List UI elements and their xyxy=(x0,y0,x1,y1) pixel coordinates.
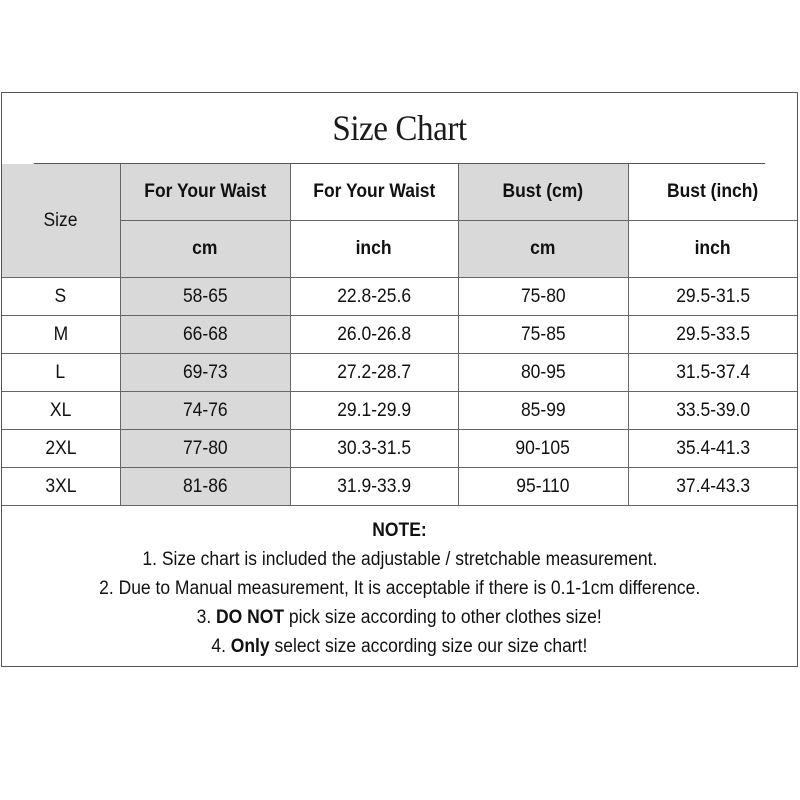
bust-inch-cell: 31.5-37.4 xyxy=(628,354,797,392)
size-cell: 3XL xyxy=(2,468,120,506)
waist-cm-cell: 66-68 xyxy=(120,316,290,354)
chart-title: Size Chart xyxy=(34,93,765,164)
size-cell: L xyxy=(2,354,120,392)
size-cell: XL xyxy=(2,392,120,430)
waist-inch-cell: 30.3-31.5 xyxy=(290,430,458,468)
note-line-4: 4. Only select size according size our size chart! xyxy=(211,636,588,657)
notes-title: NOTE: xyxy=(372,520,427,541)
unit-header-bust-inch: inch xyxy=(628,221,797,278)
unit-header-bust-cm: cm xyxy=(458,221,628,278)
bust-inch-cell: 29.5-31.5 xyxy=(628,278,797,316)
header-row-labels xyxy=(2,164,797,221)
waist-inch-cell: 27.2-28.7 xyxy=(290,354,458,392)
table-row xyxy=(2,354,797,392)
header-row-units xyxy=(2,221,797,278)
size-column-header: Size xyxy=(2,164,120,278)
size-cell: S xyxy=(2,278,120,316)
waist-inch-cell: 26.0-26.8 xyxy=(290,316,458,354)
note-emphasis-only: Only xyxy=(230,636,270,657)
bust-inch-cell: 29.5-33.5 xyxy=(628,316,797,354)
waist-cm-cell: 81-86 xyxy=(120,468,290,506)
bust-cm-cell: 90-105 xyxy=(458,430,628,468)
note-line-3: 3. DO NOT pick size according to other clothes size! xyxy=(196,607,603,628)
table-row xyxy=(2,468,797,506)
column-header-waist-inch: For Your Waist xyxy=(290,164,458,221)
waist-inch-cell: 31.9-33.9 xyxy=(290,468,458,506)
unit-header-waist-cm: cm xyxy=(120,221,290,278)
column-header-bust-cm: Bust (cm) xyxy=(458,164,628,221)
table-row xyxy=(2,392,797,430)
bust-cm-cell: 85-99 xyxy=(458,392,628,430)
bust-inch-cell: 35.4-41.3 xyxy=(628,430,797,468)
bust-cm-cell: 80-95 xyxy=(458,354,628,392)
waist-cm-cell: 58-65 xyxy=(120,278,290,316)
waist-cm-cell: 74-76 xyxy=(120,392,290,430)
waist-cm-cell: 77-80 xyxy=(120,430,290,468)
unit-header-waist-inch: inch xyxy=(290,221,458,278)
column-header-bust-inch: Bust (inch) xyxy=(628,164,797,221)
size-cell: 2XL xyxy=(2,430,120,468)
size-chart xyxy=(1,92,798,667)
note-line-2: 2. Due to Manual measurement, It is acceptable if there is 0.1-1cm difference. xyxy=(98,578,701,599)
waist-cm-cell: 69-73 xyxy=(120,354,290,392)
bust-cm-cell: 75-85 xyxy=(458,316,628,354)
note-line-1: 1. Size chart is included the adjustable / stretchable measurement. xyxy=(142,549,657,570)
size-cell: M xyxy=(2,316,120,354)
bust-cm-cell: 95-110 xyxy=(458,468,628,506)
column-header-waist-cm: For Your Waist xyxy=(120,164,290,221)
bust-inch-cell: 37.4-43.3 xyxy=(628,468,797,506)
waist-inch-cell: 29.1-29.9 xyxy=(290,392,458,430)
table-row xyxy=(2,430,797,468)
size-table xyxy=(2,164,797,506)
table-row xyxy=(2,316,797,354)
table-row xyxy=(2,278,797,316)
waist-inch-cell: 22.8-25.6 xyxy=(290,278,458,316)
note-emphasis-do-not: DO NOT xyxy=(216,607,285,628)
notes-section xyxy=(2,506,797,661)
bust-cm-cell: 75-80 xyxy=(458,278,628,316)
bust-inch-cell: 33.5-39.0 xyxy=(628,392,797,430)
